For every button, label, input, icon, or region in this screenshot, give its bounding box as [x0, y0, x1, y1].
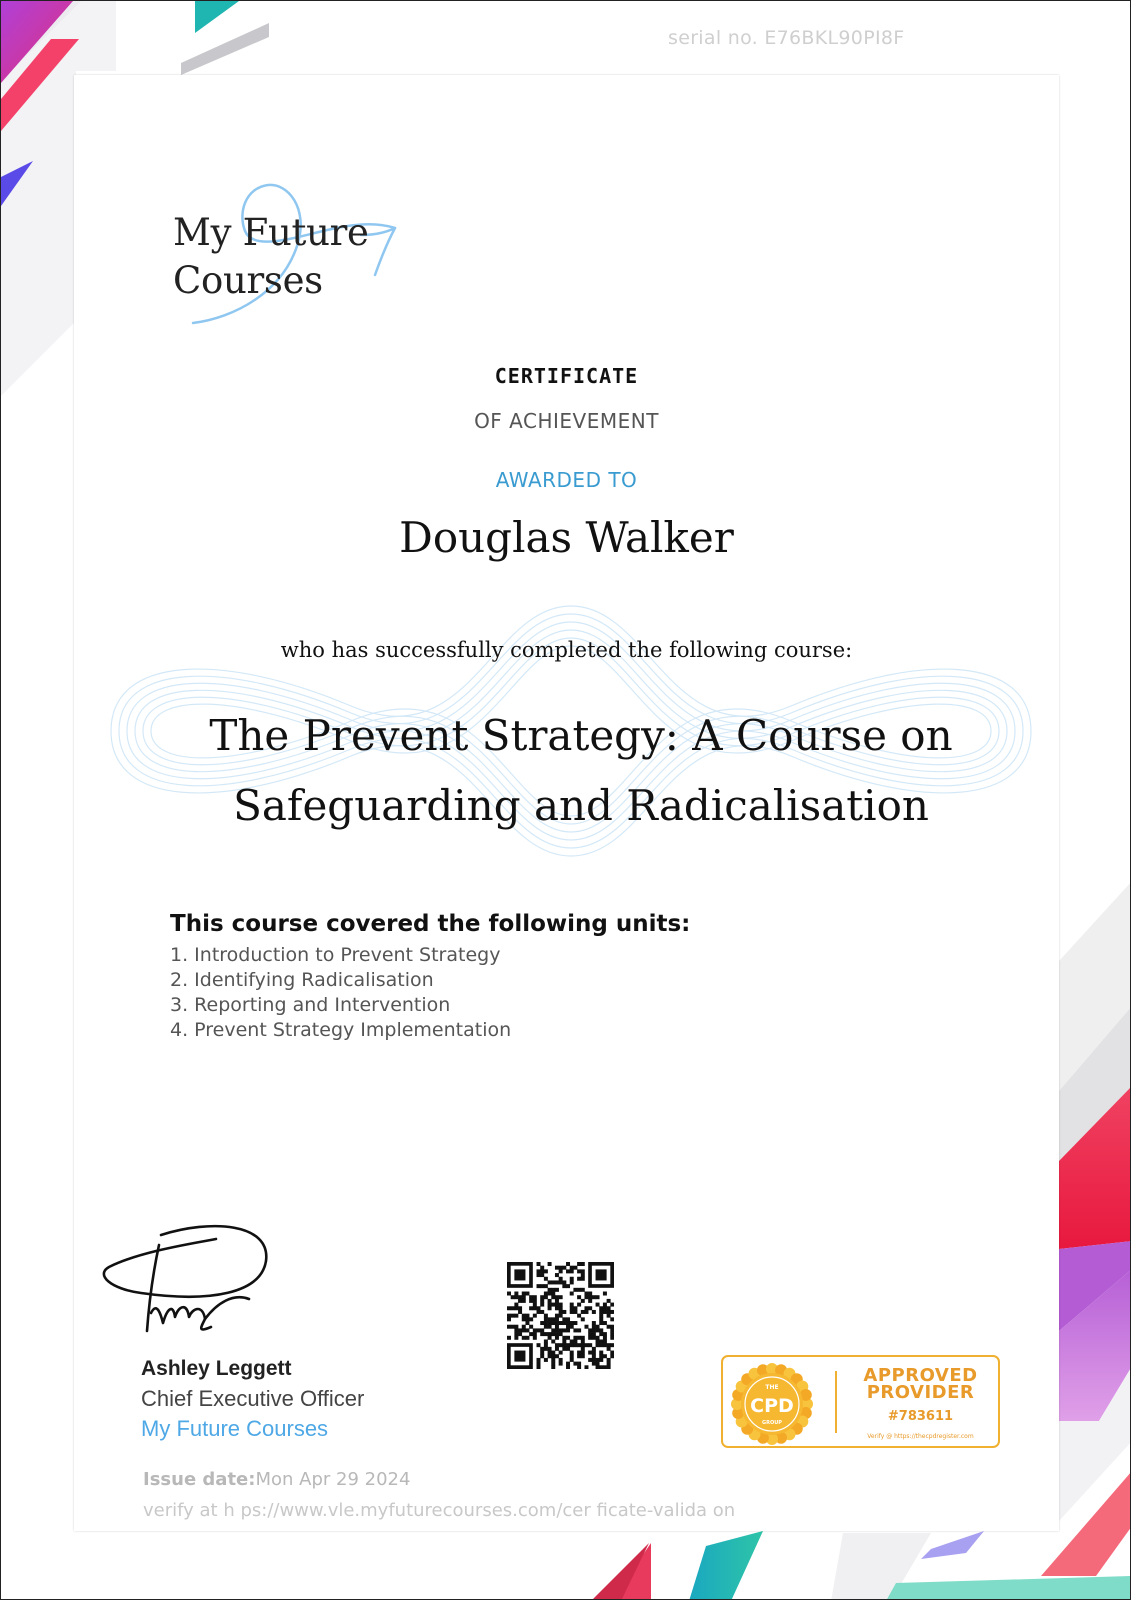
logo-text-line1: My Future	[173, 211, 369, 254]
my-future-courses-logo	[173, 183, 403, 333]
seal-top-text: THE	[765, 1384, 779, 1391]
logo-text-line2: Courses	[173, 259, 323, 302]
handwritten-signature	[101, 1223, 276, 1338]
verification-url[interactable]: verify at h ps://www.vle.myfuturecourses.com/cer ficate-valida on	[143, 1500, 736, 1521]
cpd-approved-provider-badge	[721, 1355, 1000, 1448]
units-section	[170, 911, 690, 1043]
issue-date	[143, 1469, 410, 1490]
badge-divider	[835, 1371, 837, 1433]
issue-date-value: Mon Apr 29 2024	[255, 1469, 411, 1490]
signer-organization-link[interactable]: My Future Courses	[141, 1416, 329, 1441]
badge-verify-text: Verify @ https://thecpdregister.com	[867, 1433, 974, 1440]
serial-number: serial no. E76BKL90PI8F	[668, 27, 905, 49]
awarded-to-label: AWARDED TO	[495, 468, 638, 492]
signer-name: Ashley Leggett	[141, 1357, 292, 1380]
qr-code[interactable]	[507, 1262, 614, 1369]
seal-bottom-text: GROUP	[762, 1420, 782, 1426]
issue-date-label: Issue date:	[143, 1469, 256, 1490]
recipient-name: Douglas Walker	[399, 513, 734, 562]
unit-item: 2. Identifying Radicalisation	[170, 969, 434, 991]
course-title: The Prevent Strategy: A Course on Safeguarding and Radicalisation	[209, 711, 953, 830]
certificate-title: CERTIFICATE	[494, 364, 639, 388]
approved-provider-label: APPROVED PROVIDER	[863, 1365, 978, 1403]
certificate-subtitle: OF ACHIEVEMENT	[474, 409, 659, 433]
logo-swoosh-icon	[173, 183, 403, 333]
cpd-seal-icon	[729, 1361, 815, 1447]
unit-item: 1. Introduction to Prevent Strategy	[170, 944, 501, 966]
signer-role: Chief Executive Officer	[141, 1386, 365, 1411]
units-heading: This course covered the following units:	[170, 911, 691, 937]
unit-item: 4. Prevent Strategy Implementation	[170, 1019, 512, 1041]
unit-item: 3. Reporting and Intervention	[170, 994, 451, 1016]
seal-main-text: CPD	[750, 1395, 794, 1417]
units-list	[170, 943, 690, 1043]
completion-statement: who has successfully completed the following course:	[280, 638, 853, 662]
provider-number: #783611	[887, 1409, 954, 1424]
